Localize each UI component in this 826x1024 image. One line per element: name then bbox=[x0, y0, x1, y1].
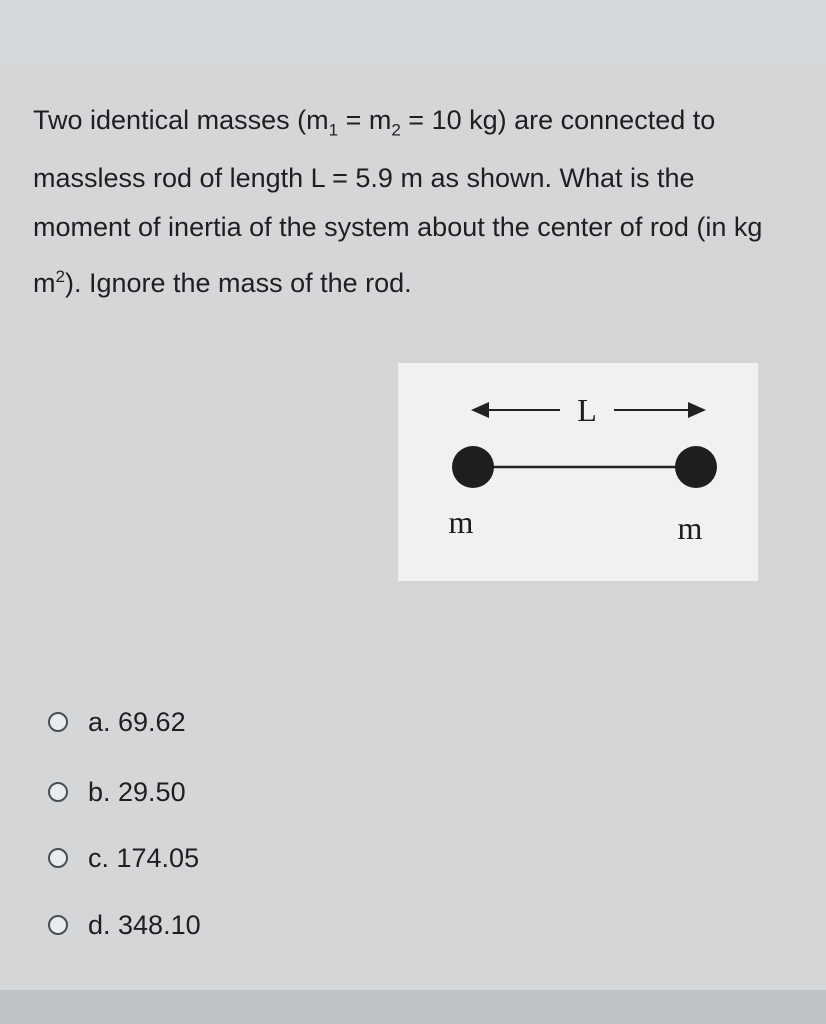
question-text: Two identical masses ($m_1 = m_2 = 10$ kg) are connected to massless rod of length L = 5.9 m as shown. What is the moment of inertia of the system about the center of rod (in kg $m^2$). Ignore the mass of the rod. bbox=[33, 105, 763, 299]
mass-right bbox=[675, 446, 717, 488]
mass-left bbox=[452, 446, 494, 488]
radio-icon[interactable] bbox=[48, 848, 68, 868]
mass-left-label: m bbox=[448, 504, 474, 540]
option-label: c. 174.05 bbox=[88, 842, 200, 873]
bottom-bar bbox=[0, 990, 826, 1024]
radio-icon[interactable] bbox=[48, 782, 68, 802]
option-b[interactable] bbox=[48, 770, 308, 814]
top-bar bbox=[0, 0, 826, 64]
option-label: b. 29.50 bbox=[88, 776, 186, 807]
option-label: a. 69.62 bbox=[88, 706, 186, 737]
radio-icon[interactable] bbox=[48, 915, 68, 935]
option-a[interactable] bbox=[48, 700, 308, 744]
radio-icon[interactable] bbox=[48, 712, 68, 732]
length-label: L bbox=[577, 392, 597, 428]
rod-diagram bbox=[398, 363, 758, 581]
option-d[interactable] bbox=[48, 903, 308, 947]
option-label: d. 348.10 bbox=[88, 909, 201, 940]
mass-right-label: m bbox=[677, 510, 703, 546]
option-c[interactable] bbox=[48, 836, 308, 880]
